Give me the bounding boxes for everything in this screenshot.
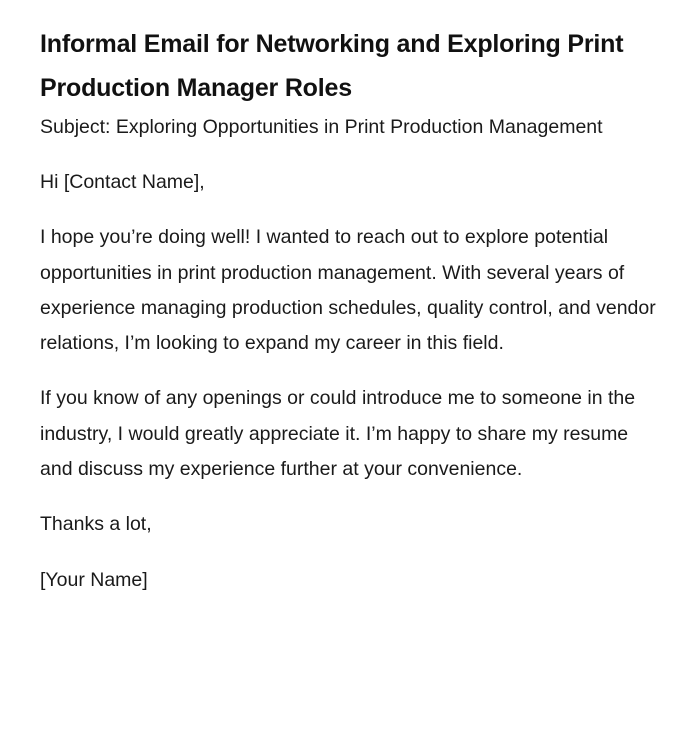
email-signature: [Your Name] <box>40 568 148 591</box>
email-paragraph-intro: I hope you’re doing well! I wanted to reach out to explore potential opportunities in print production management. With several years of experience managing production schedules, quality control, and vendor relations, I’m looking to expand my career in this field. <box>40 226 656 355</box>
email-closing: Thanks a lot, <box>40 513 152 536</box>
page-title: Informal Email for Networking and Exploring Print Production Manager Roles <box>40 30 624 102</box>
email-subject: Subject: Exploring Opportunities in Print Production Management <box>40 116 603 138</box>
email-greeting: Hi [Contact Name], <box>40 171 205 193</box>
email-paragraph-request: If you know of any openings or could introduce me to someone in the industry, I would greatly appreciate it. I’m happy to share my resume and discuss my experience further at your convenience. <box>40 387 636 481</box>
